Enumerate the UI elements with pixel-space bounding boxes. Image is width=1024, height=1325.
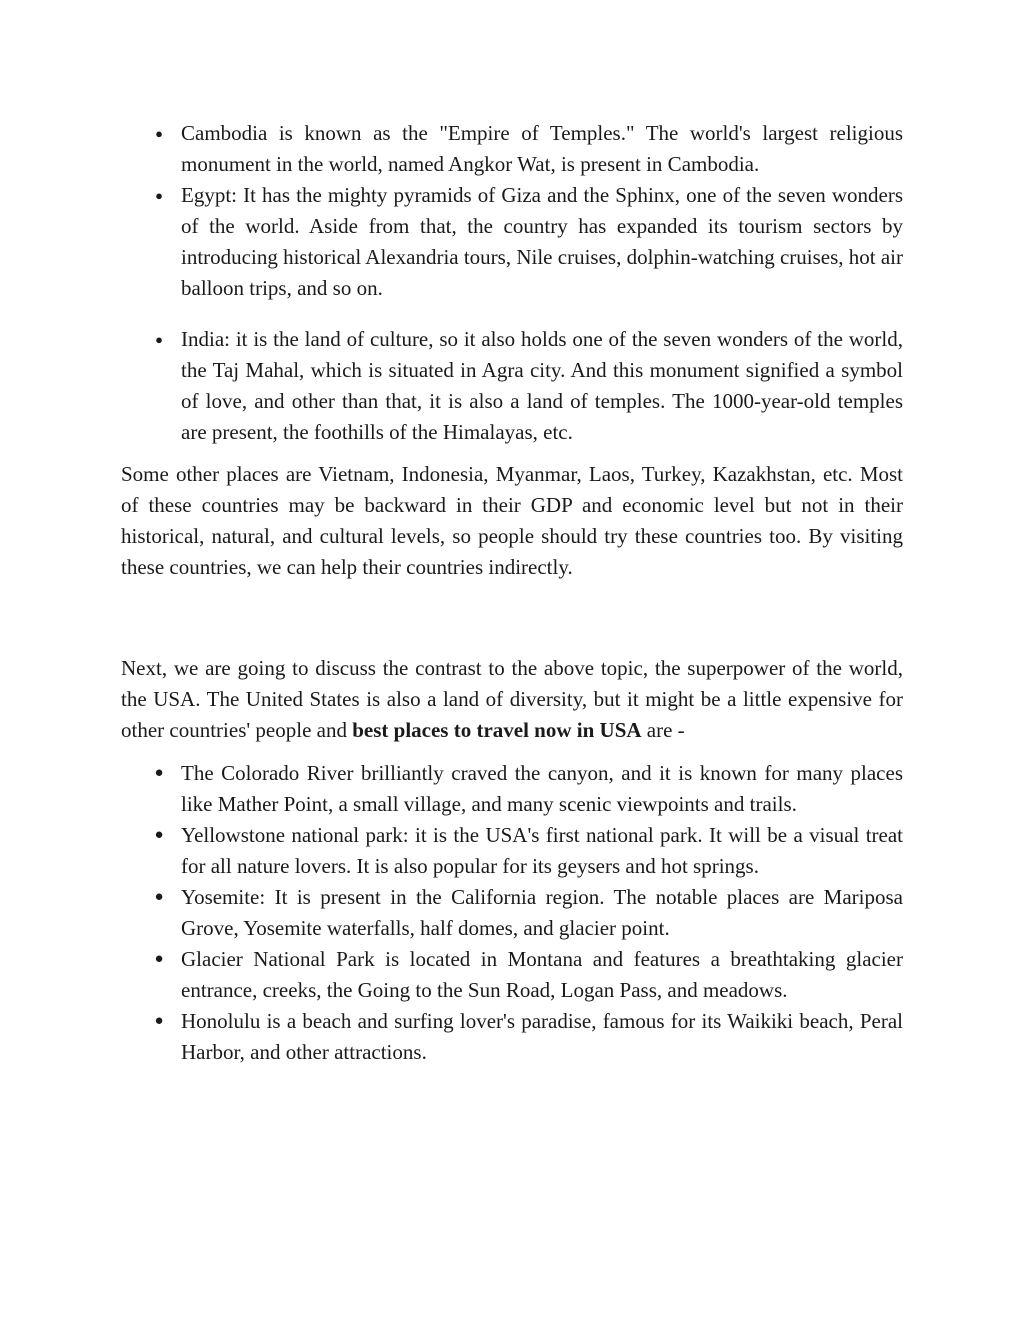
usa-intro-outro-text: are - xyxy=(641,718,685,742)
bullet-icon: ● xyxy=(155,126,163,141)
list-item xyxy=(121,758,903,820)
list-item xyxy=(121,118,903,180)
paragraph-other-places: Some other places are Vietnam, Indonesia, Myanmar, Laos, Turkey, Kazakhstan, etc. Most of these countries may be backward in their GDP and economic level but not in their historical, natural, and cultural levels, so people should try these countries too. By visiting these countries, we can help their countries indirectly. xyxy=(121,462,903,579)
list-item-text: India: it is the land of culture, so it also holds one of the seven wonders of the world, the Taj Mahal, which is situated in Agra city. And this monument signified a symbol of love, and other than that, it is also a land of temples. The 1000-year-old temples are present, the foothills of the Himalayas, etc. xyxy=(181,327,903,444)
bullet-icon: ● xyxy=(154,951,164,967)
bullet-icon: ● xyxy=(155,332,163,347)
list-item-text: Cambodia is known as the "Empire of Temples." The world's largest religious monument in the world, named Angkor Wat, is present in Cambodia. xyxy=(181,121,903,176)
bullet-icon: ● xyxy=(154,1013,164,1029)
bullet-icon: ● xyxy=(154,889,164,905)
bullet-icon: ● xyxy=(154,765,164,781)
list-item-text: Egypt: It has the mighty pyramids of Giza and the Sphinx, one of the seven wonders of the world. Aside from that, the country has expanded its tourism sectors by introducing historical Alexandria tours, Nile cruises, dolphin-watching cruises, hot air balloon trips, and so on. xyxy=(181,183,903,300)
paragraph-usa-intro xyxy=(121,653,903,746)
usa-intro-text: Next, we are going to discuss the contrast to the above topic, the superpower of the world, the USA. The United States is also a land of diversity, but it might be a little expensive for other countries' people and xyxy=(121,656,903,742)
destinations-list-2 xyxy=(121,324,903,448)
usa-places-list xyxy=(121,758,903,1068)
list-item xyxy=(121,944,903,1006)
usa-intro-bold-text: best places to travel now in USA xyxy=(352,718,642,742)
bullet-icon: ● xyxy=(155,188,163,203)
list-item-text: Yellowstone national park: it is the USA's first national park. It will be a visual treat for all nature lovers. It is also popular for its geysers and hot springs. xyxy=(181,823,903,878)
document-page xyxy=(121,118,903,1068)
list-item xyxy=(121,882,903,944)
bullet-icon: ● xyxy=(154,827,164,843)
list-item-text: Honolulu is a beach and surfing lover's paradise, famous for its Waikiki beach, Peral Harbor, and other attractions. xyxy=(181,1009,903,1064)
list-item-text: Glacier National Park is located in Montana and features a breathtaking glacier entrance, creeks, the Going to the Sun Road, Logan Pass, and meadows. xyxy=(181,947,903,1002)
list-item xyxy=(121,820,903,882)
list-item-text: Yosemite: It is present in the California region. The notable places are Mariposa Grove, Yosemite waterfalls, half domes, and glacier point. xyxy=(181,885,903,940)
list-item-text: The Colorado River brilliantly craved the canyon, and it is known for many places like Mather Point, a small village, and many scenic viewpoints and trails. xyxy=(181,761,903,816)
destinations-list-1 xyxy=(121,118,903,304)
list-item xyxy=(121,180,903,304)
list-item xyxy=(121,324,903,448)
list-item xyxy=(121,1006,903,1068)
